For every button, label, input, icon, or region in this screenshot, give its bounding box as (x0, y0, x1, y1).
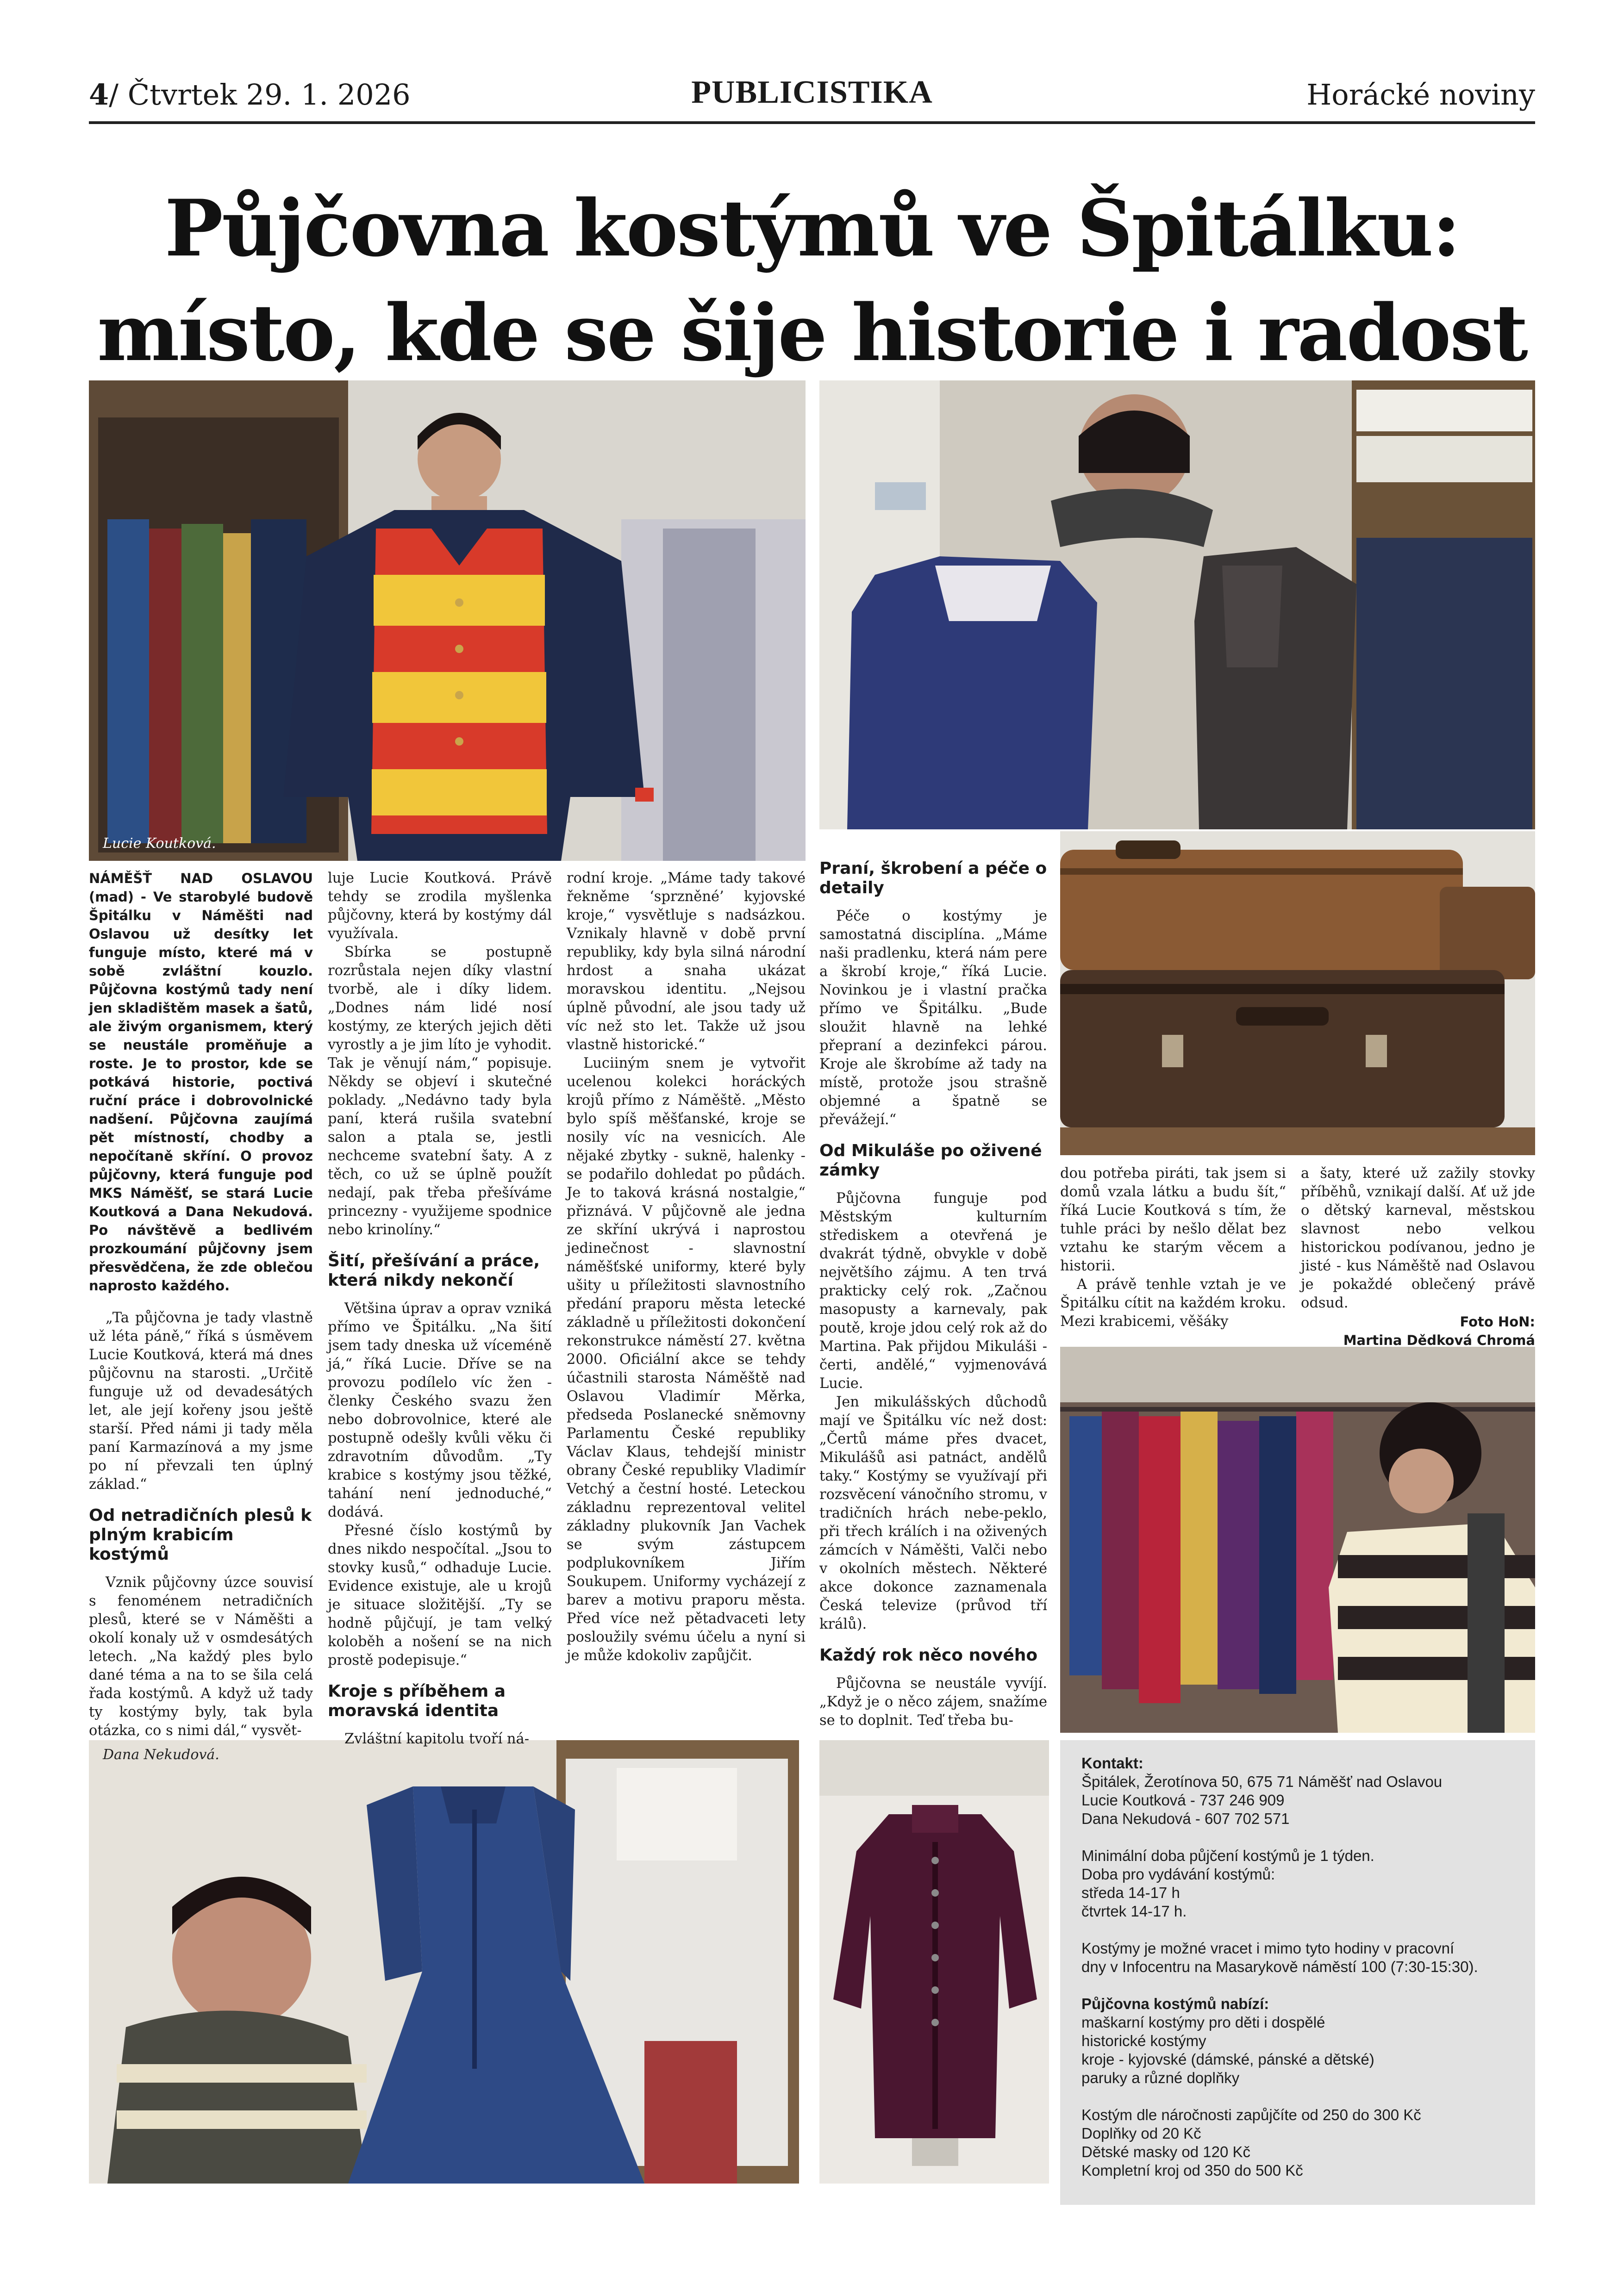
price-line: Kostým dle náročnosti zapůjčíte od 250 do 300 Kč (1081, 2106, 1421, 2123)
section-title: PUBLICISTIKA (691, 75, 933, 110)
article-headline (89, 176, 1535, 385)
subheading: Každý rok něco nového (819, 1646, 1038, 1665)
return-line: dny v Infocentru na Masarykově náměstí 100 (7:30-15:30). (1081, 1958, 1478, 1975)
issue-date: / Čtvrtek 29. 1. 2026 (109, 78, 411, 112)
article-paragraph: Jen mikulášských důchodů mají ve Špitálku víc než dost: „Čertů máme přes dvacet, Mikulášů asi patnáct, andělů taky.“ Kostýmy se využívají při rozsvěcení vánočního stromu, v tradičních hrách nebe-peklo, při třech králích i na oživených zámcích v Náměšti, Valči nebo v okolních městech. Některé akce dokonce zaznamenala Česká televize (průvod tří králů). (819, 1394, 1047, 1632)
contact-line: Dana Nekudová - 607 702 571 (1081, 1810, 1290, 1827)
hours-line: Doba pro vydávání kostýmů: (1081, 1866, 1275, 1883)
photo-credit: Foto HoN: (1460, 1314, 1535, 1330)
article-paragraph: rodní kroje. „Máme tady takové řekněme ‘sprzněné’ kyjovské kroje,“ vysvětluje s nadsázkou. Vznikaly hlavně v době první republiky, kdy byla silná národní hrdost a snaha ukázat moravskou identitu. „Nejsou úplně původní, ale jsou tady už víc než sto let. Takže už jsou vlastně historické.“ (567, 870, 806, 1053)
hours-line: čtvrtek 14-17 h. (1081, 1903, 1187, 1920)
article-column-1 (89, 869, 313, 1740)
subheading: Praní, škrobení a péče o detaily (819, 859, 1047, 897)
photo-caption: Dana Nekudová. (103, 1747, 219, 1763)
contact-line: Lucie Koutková - 737 246 909 (1081, 1792, 1285, 1809)
publication-name: Horácké noviny (1306, 78, 1535, 112)
article-column-2 (328, 869, 552, 1748)
article-paragraph: Zvláštní kapitolu tvoří ná- (344, 1731, 530, 1747)
article-lead: NÁMĚŠŤ NAD OSLAVOU (mad) - Ve starobylé budově Špitálku v Náměšti nad Oslavou už desítky let funguje místo, které má v sobě zvláštní kouzlo. Půjčovna kostýmů tady není jen skladištěm masek a šatů, ale živým organismem, který se neustále proměňuje a roste. Je to prostor, kde se potkává historie, poctivá ruční práce i dobrovolnické nadšení. Půjčovna zaujímá pět místností, chodby a nepočítaně skříní. O provoz půjčovny, která funguje pod MKS Náměšť, se stará Lucie Koutková a Dana Nekudová. Po návštěvě a bedlivém prozkoumání půjčovny jsem přesvědčena, že zde oblečou naprosto každého. (89, 871, 313, 1294)
contact-box (1060, 1740, 1535, 2205)
photo-lucie-koutkova (89, 380, 806, 861)
headline-line-1: Půjčovna kostýmů ve Špitálku: (164, 182, 1460, 274)
contact-line: Špitálek, Žerotínova 50, 675 71 Náměšť nad Oslavou (1081, 1773, 1443, 1790)
article-paragraph: Sbírka se postupně rozrůstala nejen díky vlastní tvorbě, ale i díky lidem. „Dodnes nám lidé nosí kostýmy, ze kterých jejich děti vyrostly a je jim líto je vyhodit. Tak je věnují nám,“ popisuje. Někdy se objeví i skutečné poklady. „Nedávno tady byla paní, která rušila svatební salon a ptala se, jestli nechceme svatební šaty. A z těch, co už se úplně použít nedají, pak třeba přešíváme princezny - využijeme spodnice nebo krinolíny.“ (328, 944, 552, 1238)
offer-item: historické kostýmy (1081, 2032, 1206, 2049)
article-paragraph: Většina úprav a oprav vzniká přímo ve Špitálku. „Na šití jsem tady dneska už víceméně já,“ říká Lucie. Dříve se na provozu podílelo víc žen - členky Českého svazu žen nebo dobrovolnice, které ale postupně odešly kvůli věku či zdravotním důvodům. „Ty krabice s kostýmy jsou těžké, tahání není jednoduché,“ dodává. (328, 1300, 552, 1520)
subheading: Od netradičních plesů k plným krabicím kostýmů (89, 1506, 312, 1564)
photo-costume-rack (1060, 1347, 1535, 1733)
offer-item: kroje - kyjovské (dámské, pánské a dětské) (1081, 2051, 1374, 2068)
photo-suitcases (1060, 831, 1535, 1155)
article-column-6 (1301, 1164, 1535, 1350)
return-line: Kostýmy je možné vracet i mimo tyto hodiny v pracovní (1081, 1940, 1455, 1957)
subheading: Kroje s příběhem a moravská identita (328, 1682, 506, 1720)
offer-item: maškarní kostýmy pro děti i dospělé (1081, 2014, 1325, 2031)
article-paragraph: dou potřeba piráti, tak jsem si domů vzala látku a budu šít,“ říká Lucie Koutková s tím, že tuhle práci by nešlo dělat bez vztahu ke starým věcem a historii. (1060, 1165, 1286, 1274)
offer-title: Půjčovna kostýmů nabízí: (1081, 1995, 1269, 2012)
hours-line: Minimální doba půjčení kostýmů je 1 týden. (1081, 1847, 1374, 1864)
photo-velvet-jacket (819, 1740, 1049, 2184)
article-paragraph: a šaty, které už zažily stovky příběhů, vznikají další. Ať už jde o dětský karneval, městskou slavnost nebo velkou historickou podívanou, jedno je jisté - kus Náměště nad Oslavou je pokaždé oblečený právě odsud. (1301, 1165, 1535, 1311)
photo-dana-nekudova (89, 1740, 799, 2184)
article-paragraph: luje Lucie Koutková. Právě tehdy se zrodila myšlenka půjčovny, která by kostýmy dál využívala. (328, 870, 552, 942)
article-paragraph: Péče o kostýmy je samostatná disciplína. „Máme naši pradlenku, která nám pere a škrobí kroje,“ říká Lucie. Novinkou je i vlastní pračka přímo ve Špitálku. „Bude sloužit hlavně na lehké přepraní a dezinfekci párou. Kroje ale škrobíme až tady na místě, protože jsou strašně objemné a špatně se převážejí.“ (819, 908, 1047, 1128)
page-number: 4 (89, 78, 109, 112)
photo-credit-author: Martina Dědková Chromá (1343, 1332, 1535, 1348)
photo-caption: Lucie Koutková. (103, 835, 216, 852)
article-paragraph: Přesné číslo kostýmů by dnes nikdo nespočítal. „Jsou to stovky kusů,“ odhaduje Lucie. Evidence existuje, ale u krojů je situace složitější. „Ty se hodně půjčují, je tam velký koloběh a nošení se na nich prostě podepisuje.“ (328, 1523, 552, 1668)
article-paragraph: Vznik půjčovny úzce souvisí s fenoménem netradičních plesů, které se v Náměšti a okolí konaly už v osmdesátých letech. „Na každý ples bylo dané téma a na to se šila celá řada kostýmů. A když už tady ty kostýmy byly, tak byla otázka, co s nimi dál,“ vysvět- (89, 1574, 313, 1739)
headline-line-2: místo, kde se šije historie i radost (97, 287, 1527, 379)
hours-line: středa 14-17 h (1081, 1884, 1180, 1901)
article-column-5 (1060, 1164, 1286, 1331)
offer-item: paruky a různé doplňky (1081, 2069, 1240, 2086)
price-line: Doplňky od 20 Kč (1081, 2125, 1201, 2142)
article-paragraph: Půjčovna se neustále vyvíjí. „Když je o něco zájem, snažíme se to doplnit. Teď třeba bu- (819, 1675, 1047, 1729)
article-paragraph: Luciiným snem je vytvořit ucelenou kolekci horáckých krojů přímo z Náměště. „Město bylo spíš měšťanské, kroje se nosily víc na vesnicích. Ale nějaké zbytky - suknë, halenky - se podařilo dohledat po půdách. Je to taková krásná nostalgie,“ přiznává. V půjčovně ale jedna ze skříní ukrývá i naprostou jedinečnost - slavnostní náměšťské uniformy, které byly ušity u příležitosti slavnostního předání praporu města letecké základně u příležitosti dokončení rekonstrukce náměstí 27. května 2000. Oficiální akce se tehdy účastnili starosta Náměště nad Oslavou Vladimír Měrka, předseda Poslanecké sněmovny Parlamentu České republiky Václav Klaus, tehdejší ministr obrany České republiky Vladimír Vetchý a čestní hosté. Leteckou základnu reprezentoval velitel základny plukovník Jan Vachek se svým zástupcem podplukovníkem Jiřím Soukupem. Uniformy vycházejí z barev a motivu praporu města. Před více než pětadvaceti lety posloužily svému účelu a nyní si je může kdokoliv zapůjčit. (567, 1055, 806, 1664)
article-paragraph: Půjčovna funguje pod Městským kulturním střediskem a otevřená je dvakrát týdně, obvykle v době největšího zájmu. A ten trvá prakticky celý rok. „Začnou masopusty a karnevaly, pak poutě, kroje jdou celý rok až do Martina. Pak přijdou Mikuláši - čerti, andělé,“ vyjmenovává Lucie. (819, 1190, 1047, 1392)
header-rule (89, 121, 1535, 124)
price-line: Dětské masky od 120 Kč (1081, 2143, 1250, 2160)
contact-title: Kontakt: (1081, 1755, 1143, 1772)
subheading: Od Mikuláše po oživené zámky (819, 1141, 1042, 1180)
article-paragraph: „Ta půjčovna je tady vlastně už léta páně,“ říká s úsměvem Lucie Koutková, která má dnes půjčovnu na starosti. „Určitě funguje už od devadesátých let, ale její kořeny jsou ještě starší. Před námi ji tady měla paní Karmazínová a my jsme po ní převzali ten úplný základ.“ (89, 1310, 313, 1493)
subheading: Šití, přešívání a práce, která nikdy nekončí (328, 1251, 540, 1290)
price-line: Kompletní kroj od 350 do 500 Kč (1081, 2162, 1303, 2179)
photo-dresses-wardrobe (819, 380, 1535, 829)
article-paragraph: A právě tenhle vztah je ve Špitálku cítit na každém kroku. Mezi krabicemi, věšáky (1060, 1276, 1286, 1330)
article-column-3 (567, 869, 806, 1665)
article-column-4 (819, 859, 1047, 1730)
